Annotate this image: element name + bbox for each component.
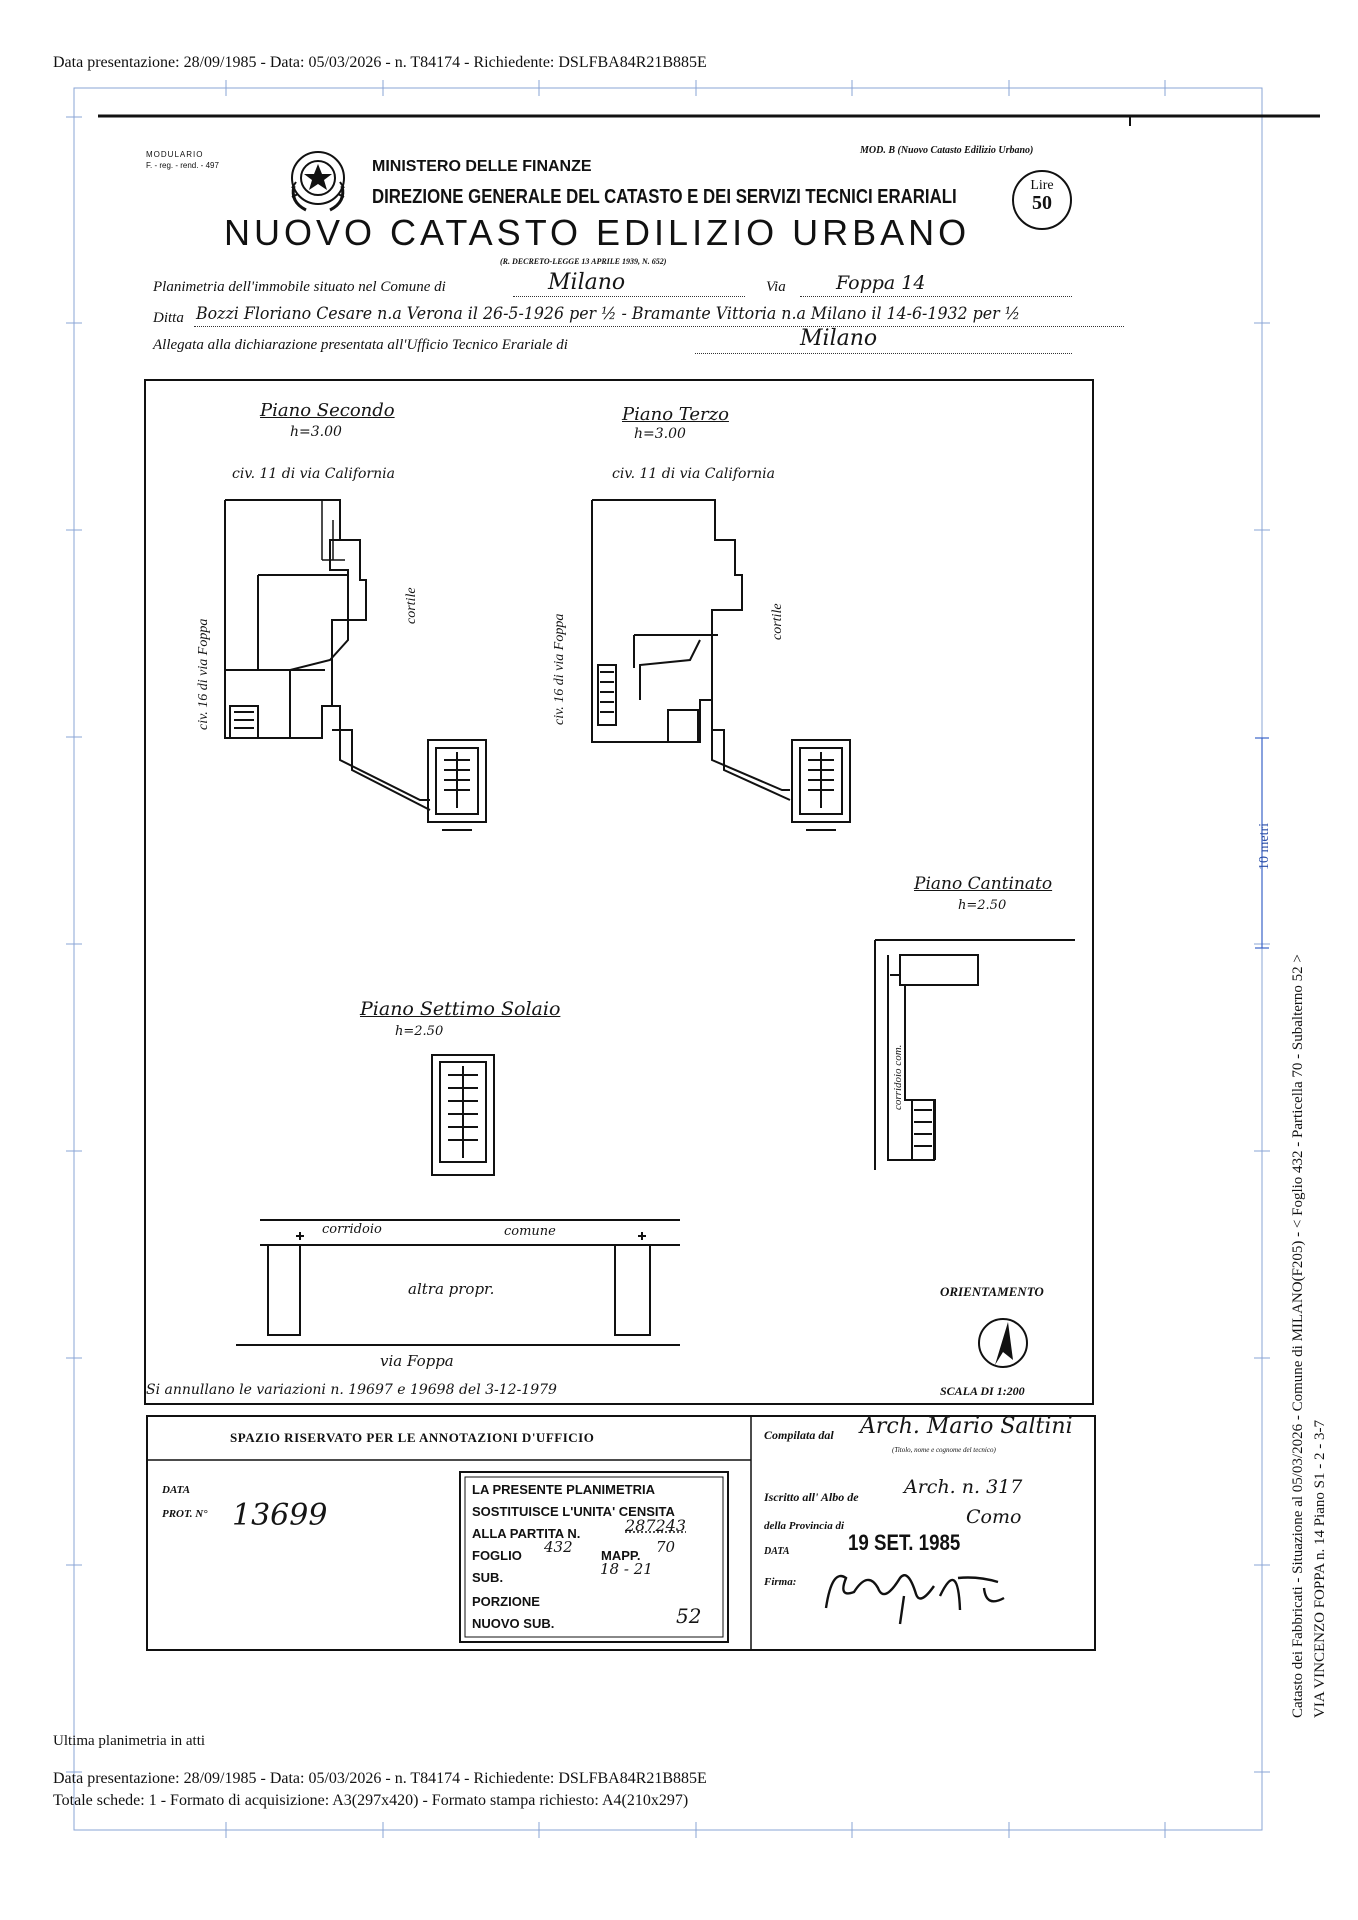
allegata-label: Allegata alla dichiarazione presentata all'Ufficio Tecnico Erariale di — [153, 337, 568, 353]
footer-line-1: Data presentazione: 28/09/1985 - Data: 05/03/2026 - n. T84174 - Richiedente: DSLFBA84R21B885E — [53, 1770, 707, 1787]
office-prot-label: PROT. N° — [162, 1508, 208, 1520]
modulario-label: MODULARIO — [146, 150, 204, 159]
signature-image — [808, 1548, 1018, 1628]
planimetria-label: Planimetria dell'immobile situato nel Comune di — [153, 279, 446, 295]
stamp-value: 50 — [1032, 192, 1052, 214]
orientamento-label: ORIENTAMENTO — [940, 1284, 1044, 1299]
label-piano-settimo: Piano Settimo Solaio — [360, 998, 561, 1020]
plan-terzo — [592, 500, 850, 830]
label-piano-cantinato: Piano Cantinato — [914, 874, 1053, 894]
label-h-settimo: h=2.50 — [395, 1024, 444, 1039]
stamp-line-1: LA PRESENTE PLANIMETRIA — [472, 1482, 655, 1497]
stamp-sub-label: SUB. — [472, 1570, 504, 1585]
side-cadastre-line: Catasto dei Fabbricati - Situazione al 05/03/2026 - Comune di MILANO(F205) - < Foglio 432 - Particella 70 - Subalterno 52 > — [1290, 954, 1306, 1718]
label-via-foppa: via Foppa — [380, 1352, 454, 1370]
mod-b-label: MOD. B (Nuovo Catasto Edilizio Urbano) — [860, 145, 1034, 156]
compilata-label: Compilata dal — [764, 1428, 834, 1442]
label-h-secondo: h=3.00 — [290, 424, 342, 440]
firma-label: Firma: — [764, 1576, 797, 1588]
albo-label: Iscritto all' Albo de — [764, 1490, 859, 1504]
modulario-code: F. - reg. - rend. - 497 — [146, 161, 219, 170]
annulment-note: Si annullano le variazioni n. 19697 e 19698 del 3-12-1979 — [146, 1382, 557, 1398]
footer-last-plan: Ultima planimetria in atti — [53, 1733, 206, 1749]
stamp-mapp-value: 70 — [656, 1538, 676, 1556]
albo-value: Arch. n. 317 — [904, 1476, 1023, 1498]
label-h-cantinato: h=2.50 — [958, 898, 1007, 913]
main-title: NUOVO CATASTO EDILIZIO URBANO — [224, 212, 971, 253]
compilata-value: Arch. Mario Saltini — [860, 1414, 1073, 1439]
stamp-mapp-label: MAPP. — [601, 1548, 641, 1563]
ditta-label: Ditta — [153, 310, 184, 326]
provincia-value: Como — [966, 1506, 1022, 1528]
office-data-label: DATA — [162, 1484, 191, 1496]
header-line: Data presentazione: 28/09/1985 - Data: 05/03/2026 - n. T84174 - Richiedente: DSLFBA84R21B885E — [53, 54, 707, 71]
stamp-partita-value: 287243 — [625, 1516, 687, 1535]
label-h-terzo: h=3.00 — [634, 426, 686, 442]
label-corridoio-cantinato: corridoio com. — [892, 1044, 904, 1110]
label-altra-propr: altra propr. — [408, 1280, 495, 1298]
stamp-line-3: ALLA PARTITA N. — [472, 1526, 581, 1541]
stamp-sub-value: 18 - 21 — [600, 1560, 653, 1578]
label-corridoio: corridoio — [322, 1222, 382, 1237]
plan-settimo — [236, 1055, 680, 1345]
label-civ16-terzo: civ. 16 di via Foppa — [552, 613, 567, 725]
scale-bar-label: 10 metri — [1257, 822, 1272, 870]
scala-label: SCALA DI 1:200 — [940, 1384, 1025, 1398]
provincia-label: della Provincia di — [764, 1520, 845, 1532]
stamp-nuovo-sub-label: NUOVO SUB. — [472, 1616, 555, 1631]
label-cortile-secondo: cortile — [404, 587, 419, 624]
comune-value: Milano — [548, 270, 626, 295]
titolo-note: (Titolo, nome e cognome del tecnico) — [892, 1446, 996, 1454]
stamp-nuovo-sub-value: 52 — [676, 1604, 702, 1628]
label-piano-secondo: Piano Secondo — [260, 400, 395, 421]
label-civ11-secondo: civ. 11 di via California — [232, 466, 395, 482]
side-address-line: VIA VINCENZO FOPPA n. 14 Piano S1 - 2 - 3-7 — [1312, 1420, 1328, 1718]
via-value: Foppa 14 — [836, 272, 926, 294]
stamp-line-2: SOSTITUISCE L'UNITA' CENSITA — [472, 1504, 675, 1519]
via-label: Via — [766, 279, 786, 295]
ministry-title: MINISTERO DELLE FINANZE — [372, 158, 592, 175]
footer-line-2: Totale schede: 1 - Formato di acquisizione: A3(297x420) - Formato stampa richiesto: A4(210x297) — [53, 1792, 689, 1809]
decree-line: (R. DECRETO-LEGGE 13 APRILE 1939, N. 652) — [500, 257, 667, 266]
stamp-lire: Lire — [1030, 178, 1054, 193]
tech-data-value: 19 SET. 1985 — [848, 1530, 961, 1555]
plan-cantinato — [875, 940, 1075, 1170]
ufficio-value: Milano — [800, 326, 878, 351]
label-cortile-terzo: cortile — [770, 603, 785, 640]
stamp-porzione-label: PORZIONE — [472, 1594, 540, 1609]
office-prot-value: 13699 — [232, 1498, 328, 1533]
label-comune: comune — [504, 1224, 556, 1239]
label-civ16-secondo: civ. 16 di via Foppa — [196, 618, 211, 730]
direction-title: DIREZIONE GENERALE DEL CATASTO E DEI SERVIZI TECNICI ERARIALI — [372, 186, 957, 208]
stamp-foglio-value: 432 — [544, 1538, 573, 1556]
label-piano-terzo: Piano Terzo — [622, 404, 729, 425]
tech-data-label: DATA — [764, 1546, 790, 1557]
stamp-foglio-label: FOGLIO — [472, 1548, 522, 1563]
label-civ11-terzo: civ. 11 di via California — [612, 466, 775, 482]
ditta-value: Bozzi Floriano Cesare n.a Verona il 26-5-1926 per ½ - Bramante Vittoria n.a Milano il 14-6-1932 per ½ — [196, 304, 1021, 324]
compass-north-icon — [979, 1319, 1027, 1367]
plan-secondo — [225, 500, 486, 830]
spazio-riservato-title: SPAZIO RISERVATO PER LE ANNOTAZIONI D'UFFICIO — [230, 1430, 595, 1445]
